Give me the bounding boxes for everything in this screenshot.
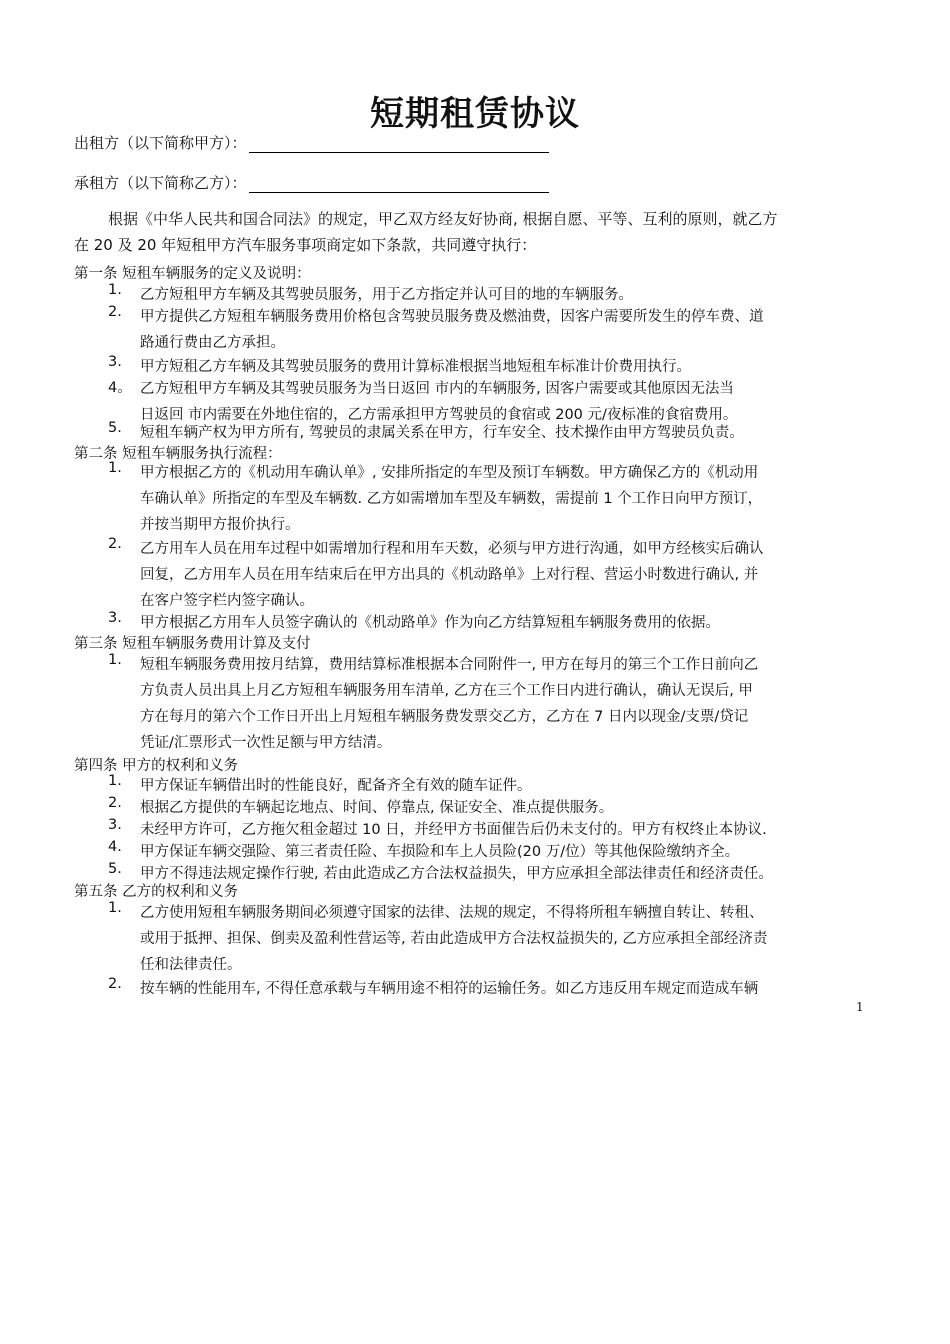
article-heading: 第三条 短租车辆服务费用计算及支付: [74, 636, 311, 652]
clause-line: 乙方短租甲方车辆及其驾驶员服务为当日返回 市内的车辆服务, 因客户需要或其他原因无法当: [140, 381, 734, 397]
party-a-label: 出租方（以下简称甲方）：: [74, 134, 247, 152]
clause-line: 或用于抵押、担保、倒卖及盈利性营运等, 若由此造成甲方合法权益损失的, 乙方应承担全部经济责: [140, 931, 768, 947]
clause-number: 4。: [108, 380, 132, 396]
clause-line: 甲方保证车辆交强险、第三者责任险、车损险和车上人员险(20 万/位）等其他保险缴纳齐全。: [140, 844, 740, 860]
clause-text: [140, 861, 870, 887]
clause-number: 5.: [108, 861, 122, 877]
document-title: 短期租赁协议: [370, 94, 580, 134]
clause-line: 回复，乙方用车人员在用车结束后在甲方出具的《机动路单》上对行程、营运小时数进行确认, 并: [140, 567, 759, 583]
clause-line: 方在每月的第六个工作日开出上月短租车辆服务费发票交乙方，乙方在 7 日内以现金/支票/贷记: [140, 709, 749, 725]
clause-line: 甲方提供乙方短租车辆服务费用价格包含驾驶员服务费及燃油费，因客户需要所发生的停车费、道: [140, 309, 764, 325]
clause-number: 1.: [108, 282, 122, 298]
clause-line: 并按当期甲方报价执行。: [140, 517, 300, 533]
clause-line: 未经甲方许可，乙方拖欠租金超过 10 日，并经甲方书面催告后仍未支付的。甲方有权终止本协议.: [140, 822, 767, 838]
clause-number: 3.: [108, 817, 122, 833]
clause-line: 任和法律责任。: [140, 957, 242, 973]
clause-line: 按车辆的性能用车, 不得任意承载与车辆用途不相符的运输任务。如乙方违反用车规定而造成车辆: [140, 981, 759, 997]
clause-number: 1.: [108, 773, 122, 789]
clause-number: 2.: [108, 976, 122, 992]
party-b-blank: [249, 178, 549, 193]
clause-line: 凭证/汇票形式一次性足额与甲方结清。: [140, 735, 392, 751]
clause-text: [140, 536, 870, 614]
clause-number: 1.: [108, 652, 122, 668]
clause-line: 乙方用车人员在用车过程中如需增加行程和用车天数，必须与甲方进行沟通，如甲方经核实后确认: [140, 541, 764, 557]
intro-paragraph: [74, 206, 864, 258]
clause-number: 3.: [108, 610, 122, 626]
clause-line: 乙方短租甲方车辆及其驾驶员服务，用于乙方指定并认可目的地的车辆服务。: [140, 287, 633, 303]
clause-line: 车确认单》所指定的车型及车辆数. 乙方如需增加车型及车辆数，需提前 1 个工作日向甲方预订，: [140, 491, 763, 507]
article-heading: 第二条 短租车辆服务执行流程：: [74, 446, 282, 462]
clause-line: 甲方根据乙方的《机动用车确认单》, 安排所指定的车型及预订车辆数。甲方确保乙方的《机动用: [140, 465, 759, 481]
clause-line: 日返回 市内需要在外地住宿的，乙方需承担甲方驾驶员的食宿或 200 元/夜标准的食宿费用。: [140, 407, 738, 423]
clause-number: 2.: [108, 536, 122, 552]
clause-number: 2.: [108, 304, 122, 320]
clause-text: [140, 304, 870, 356]
clause-text: [140, 976, 870, 1002]
clause-line: 甲方根据乙方用车人员签字确认的《机动路单》作为向乙方结算短租车辆服务费用的依据。: [140, 615, 720, 631]
clause-number: 1.: [108, 460, 122, 476]
party-b-label: 承租方（以下简称乙方）：: [74, 174, 247, 192]
party-b-row: [74, 172, 549, 193]
clause-line: 根据乙方提供的车辆起讫地点、时间、停靠点, 保证安全、准点提供服务。: [140, 800, 614, 816]
clause-number: 1.: [108, 900, 122, 916]
clause-line: 在客户签字栏内签字确认。: [140, 593, 314, 609]
clause-line: 甲方不得违法规定操作行驶, 若由此造成乙方合法权益损失，甲方应承担全部法律责任和经济责任。: [140, 866, 773, 882]
clause-line: 短租车辆服务费用按月结算，费用结算标准根据本合同附件一, 甲方在每月的第三个工作日前向乙: [140, 657, 759, 673]
clause-line: 甲方保证车辆借出时的性能良好，配备齐全有效的随车证件。: [140, 778, 532, 794]
clause-number: 4.: [108, 839, 122, 855]
party-a-row: [74, 132, 549, 153]
party-a-blank: [249, 138, 549, 153]
clause-line: 路通行费由乙方承担。: [140, 335, 285, 351]
clause-text: [140, 652, 870, 756]
clause-number: 5.: [108, 420, 122, 436]
page-number: 1: [856, 1000, 864, 1014]
clause-text: [140, 460, 870, 538]
clause-number: 3.: [108, 354, 122, 370]
article-heading: 第五条 乙方的权利和义务: [74, 884, 239, 900]
article-heading: 第四条 甲方的权利和义务: [74, 758, 239, 774]
clause-line: 甲方短租乙方车辆及其驾驶员服务的费用计算标准根据当地短租车标准计价费用执行。: [140, 359, 691, 375]
clause-line: 方负责人员出具上月乙方短租车辆服务用车清单, 乙方在三个工作日内进行确认，确认无误后, 甲: [140, 683, 753, 699]
intro-line: 根据《中华人民共和国合同法》的规定，甲乙双方经友好协商, 根据自愿、平等、互利的原则，就乙方: [108, 210, 778, 228]
clause-number: 2.: [108, 795, 122, 811]
article-heading: 第一条 短租车辆服务的定义及说明：: [74, 266, 311, 282]
clause-line: 乙方使用短租车辆服务期间必须遵守国家的法律、法规的规定，不得将所租车辆擅自转让、转租、: [140, 905, 764, 921]
clause-line: 短租车辆产权为甲方所有, 驾驶员的隶属关系在甲方，行车安全、技术操作由甲方驾驶员负责。: [140, 425, 744, 441]
intro-line: 在 20 及 20 年短租甲方汽车服务事项商定如下条款，共同遵守执行：: [74, 236, 537, 254]
clause-text: [140, 900, 870, 978]
